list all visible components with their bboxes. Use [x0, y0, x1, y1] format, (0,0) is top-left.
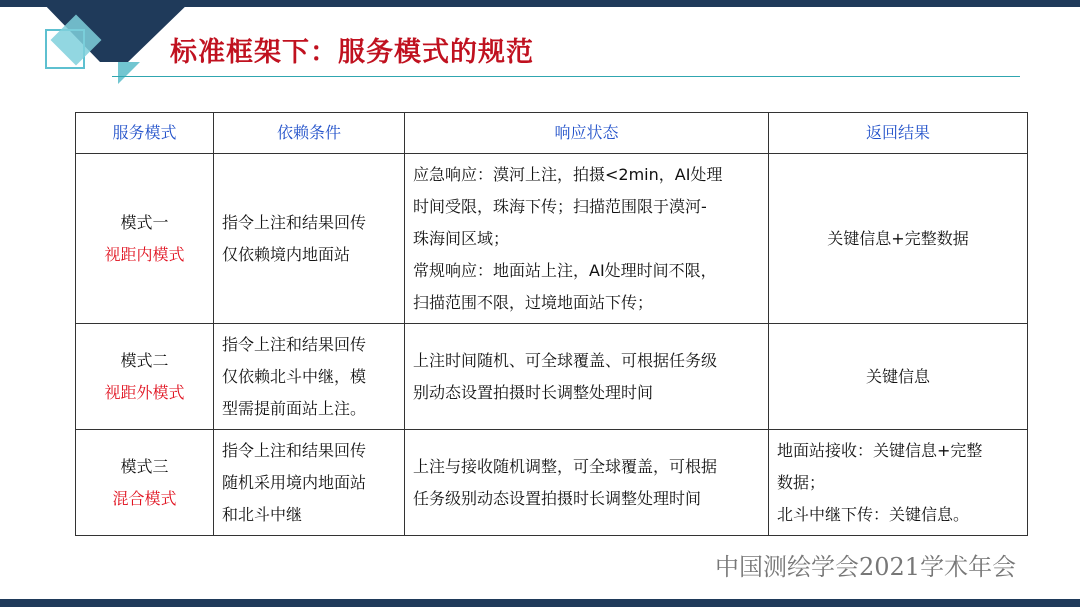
response-line: 珠海间区域；: [413, 228, 510, 248]
response-cell: [405, 430, 769, 536]
footer-conference: 中国测绘学会2021学术年会: [715, 553, 1017, 581]
response-line: 任务级别动态设置拍摄时长调整处理时间: [413, 488, 702, 508]
header-service-mode: 服务模式: [76, 113, 214, 154]
mode-type: 视距内模式: [104, 244, 185, 264]
title-divider: [112, 76, 1020, 77]
response-line: 别动态设置拍摄时长调整处理时间: [413, 382, 654, 402]
condition-line: 和北斗中继: [222, 504, 303, 524]
condition-cell: [214, 154, 405, 324]
response-line: 常规响应：地面站上注，AI处理时间不限，: [413, 260, 717, 280]
result-line: 关键信息+完整数据: [827, 228, 969, 248]
service-mode-table: [75, 112, 1028, 536]
mode-cell: [76, 430, 214, 536]
response-line: 时间受限，珠海下传；扫描范围限于漠河-: [413, 196, 707, 216]
table-row: [76, 324, 1028, 430]
response-line: 应急响应：漠河上注，拍摄<2min，AI处理: [413, 164, 723, 184]
page-title: 标准框架下：服务模式的规范: [170, 37, 534, 68]
response-cell: [405, 324, 769, 430]
condition-line: 型需提前面站上注。: [222, 398, 367, 418]
mode-name: 模式二: [120, 350, 169, 370]
result-line: 数据；: [777, 472, 826, 492]
mode-cell: [76, 324, 214, 430]
condition-line: 指令上注和结果回传: [222, 212, 367, 232]
result-line: 地面站接收：关键信息+完整: [777, 440, 983, 460]
condition-cell: [214, 430, 405, 536]
response-line: 上注与接收随机调整，可全球覆盖，可根据: [413, 456, 718, 476]
mode-name: 模式三: [120, 456, 169, 476]
response-line: 扫描范围不限，过境地面站下传；: [413, 292, 654, 312]
header-dependency: 依赖条件: [214, 113, 405, 154]
mode-cell: [76, 154, 214, 324]
condition-line: 仅依赖境内地面站: [222, 244, 351, 264]
condition-line: 指令上注和结果回传: [222, 334, 367, 354]
mode-type: 视距外模式: [104, 382, 185, 402]
result-cell: [769, 154, 1028, 324]
condition-line: 仅依赖北斗中继，模: [222, 366, 367, 386]
table-row: [76, 430, 1028, 536]
response-line: 上注时间随机、可全球覆盖、可根据任务级: [413, 350, 718, 370]
table-row: [76, 154, 1028, 324]
response-cell: [405, 154, 769, 324]
header-response: 响应状态: [405, 113, 769, 154]
result-cell: [769, 430, 1028, 536]
bottom-bar: [0, 599, 1080, 607]
condition-line: 随机采用境内地面站: [222, 472, 367, 492]
condition-line: 指令上注和结果回传: [222, 440, 367, 460]
mode-type: 混合模式: [112, 488, 177, 508]
result-line: 北斗中继下传：关键信息。: [777, 504, 970, 524]
result-line: 关键信息: [865, 366, 930, 386]
result-cell: [769, 324, 1028, 430]
condition-cell: [214, 324, 405, 430]
table-header-row: [76, 113, 1028, 154]
mode-name: 模式一: [120, 212, 169, 232]
header-result: 返回结果: [769, 113, 1028, 154]
